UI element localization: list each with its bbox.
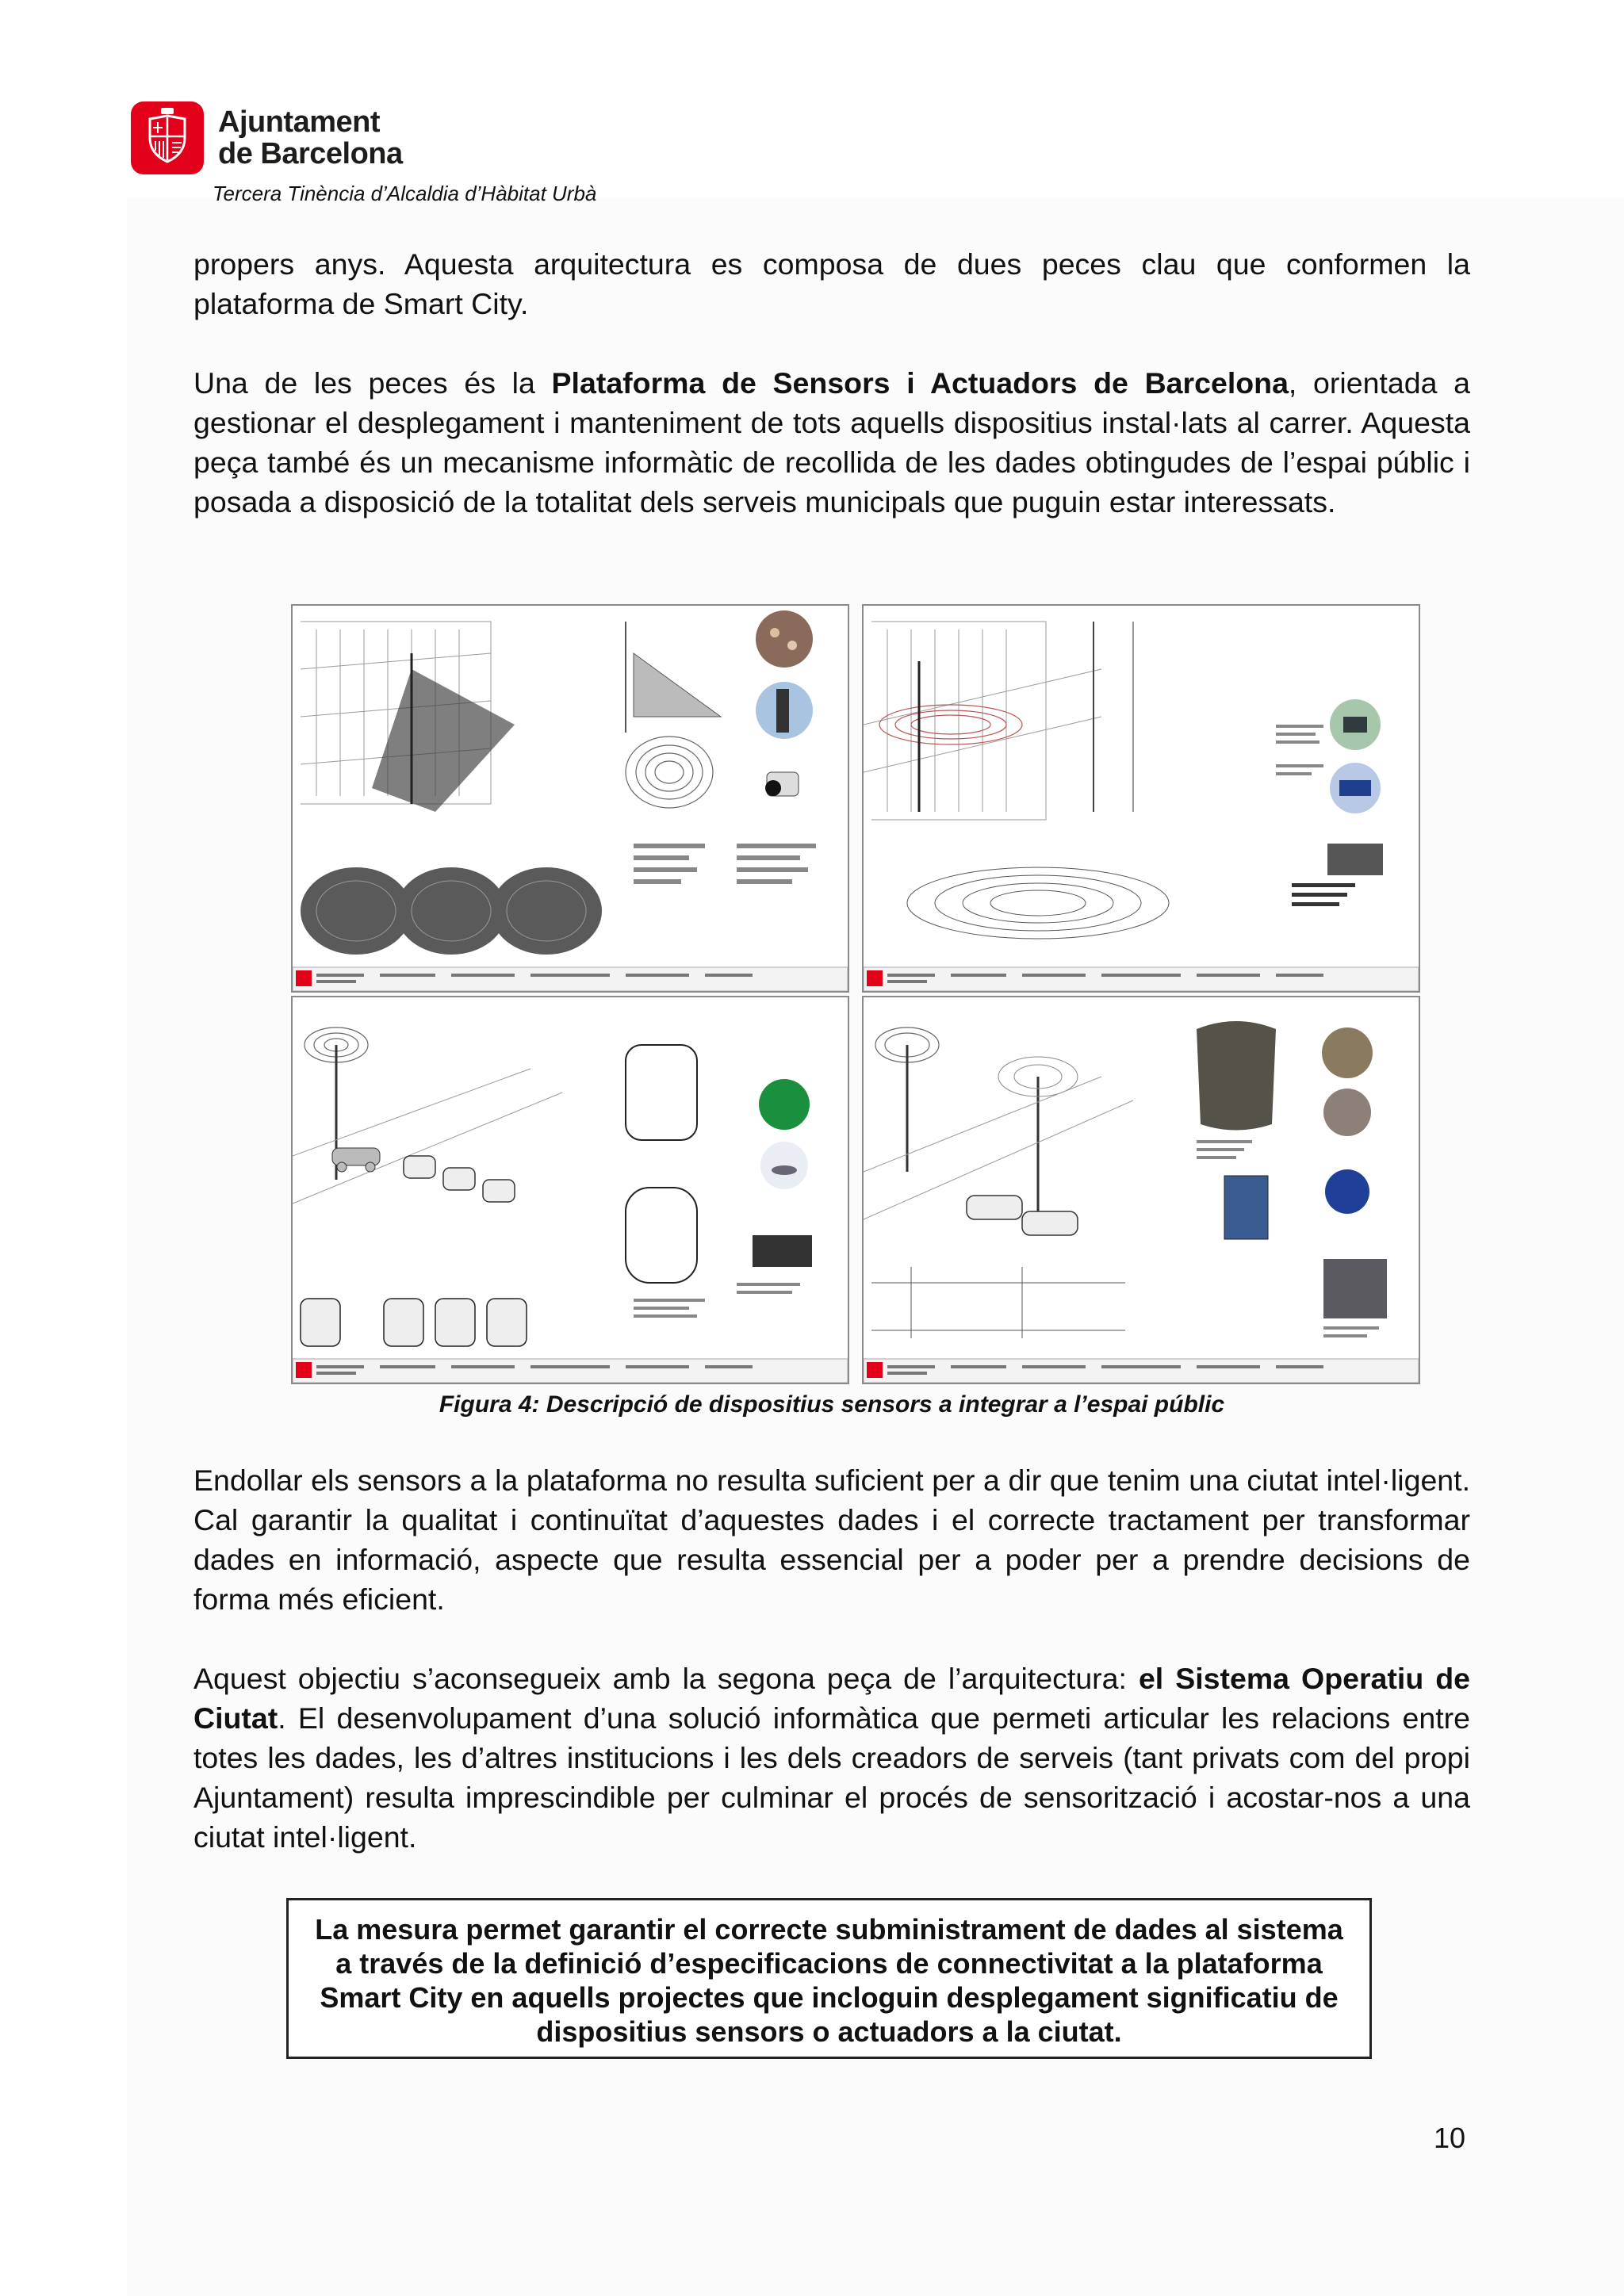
paragraph-1: propers anys. Aquesta arquitectura es composa de dues peces clau que conformen la plataforma de Smart City. xyxy=(193,247,1470,320)
measure-callout-box xyxy=(286,1898,1372,2059)
paragraph-4 xyxy=(193,1659,1470,1857)
brand-line-1: Ajuntament xyxy=(218,105,380,139)
paragraph-3: Endollar els sensors a la plataforma no resulta suficient per a dir que tenim una ciutat intel·ligent. Cal garantir la qualitat i continuïtat d’aquestes dades i el correcte tractament per transformar dades en informació, aspecte que resulta essencial per a poder per a prendre decisions de forma més eficient. xyxy=(193,1464,1470,1616)
figure-panel-container-sensor xyxy=(291,996,849,1384)
city-os-term: el Sistema Operatiu de Ciutat xyxy=(193,1662,1470,1735)
paragraph-2-intro: Una de les peces és la xyxy=(193,366,552,400)
figure-panel-camera-sensor xyxy=(291,604,849,993)
figure-panel-parking-sensor xyxy=(862,996,1420,1384)
brand-line-2: de Barcelona xyxy=(218,137,403,170)
paragraph-2-body: , orientada a gestionar el desplegament i manteniment de tots aquells dispositius instal·lats al carrer. Aquesta peça també és un mecanisme informàtic de recollida de les dades obtingudes de l’espai públic i posada a disposició de la totalitat dels serveis municipals que puguin estar interessats. xyxy=(193,366,1470,519)
barcelona-shield-logo xyxy=(131,101,204,174)
paragraph-4-body: . El desenvolupament d’una solució informàtica que permeti articular les relacions entre totes les dades, les d’altres institucions i les dels creadors de serveis (tant privats com del propi Ajuntament) resulta imprescindible per culminar el procés de sensorització i acostar-nos a una ciutat intel·ligent. xyxy=(193,1701,1470,1854)
sensor-platform-term: Plataforma de Sensors i Actuadors de Barcelona xyxy=(551,366,1289,400)
measure-callout-text: La mesura permet garantir el correcte subministrament de dades al sistema a través de la definició d’especificacions de connectivitat a la plataforma Smart City en aquells projectes que incloguin desplegament significatiu de dispositius sensors o actuadors a la ciutat. xyxy=(315,1913,1343,2048)
paragraph-4-intro: Aquest objectiu s’aconsegueix amb la segona peça de l’arquitectura: xyxy=(193,1662,1139,1695)
department-subheading: Tercera Tinència d’Alcaldia d’Hàbitat Urbà xyxy=(213,182,597,205)
figure-caption: Figura 4: Descripció de dispositius sensors a integrar a l’espai públic xyxy=(439,1391,1225,1418)
sensor-devices-figure xyxy=(291,604,1420,1384)
page-number: 10 xyxy=(1434,2122,1466,2154)
brand-name xyxy=(218,106,403,170)
paragraph-2 xyxy=(193,363,1470,522)
figure-panel-noise-sensor xyxy=(862,604,1420,993)
